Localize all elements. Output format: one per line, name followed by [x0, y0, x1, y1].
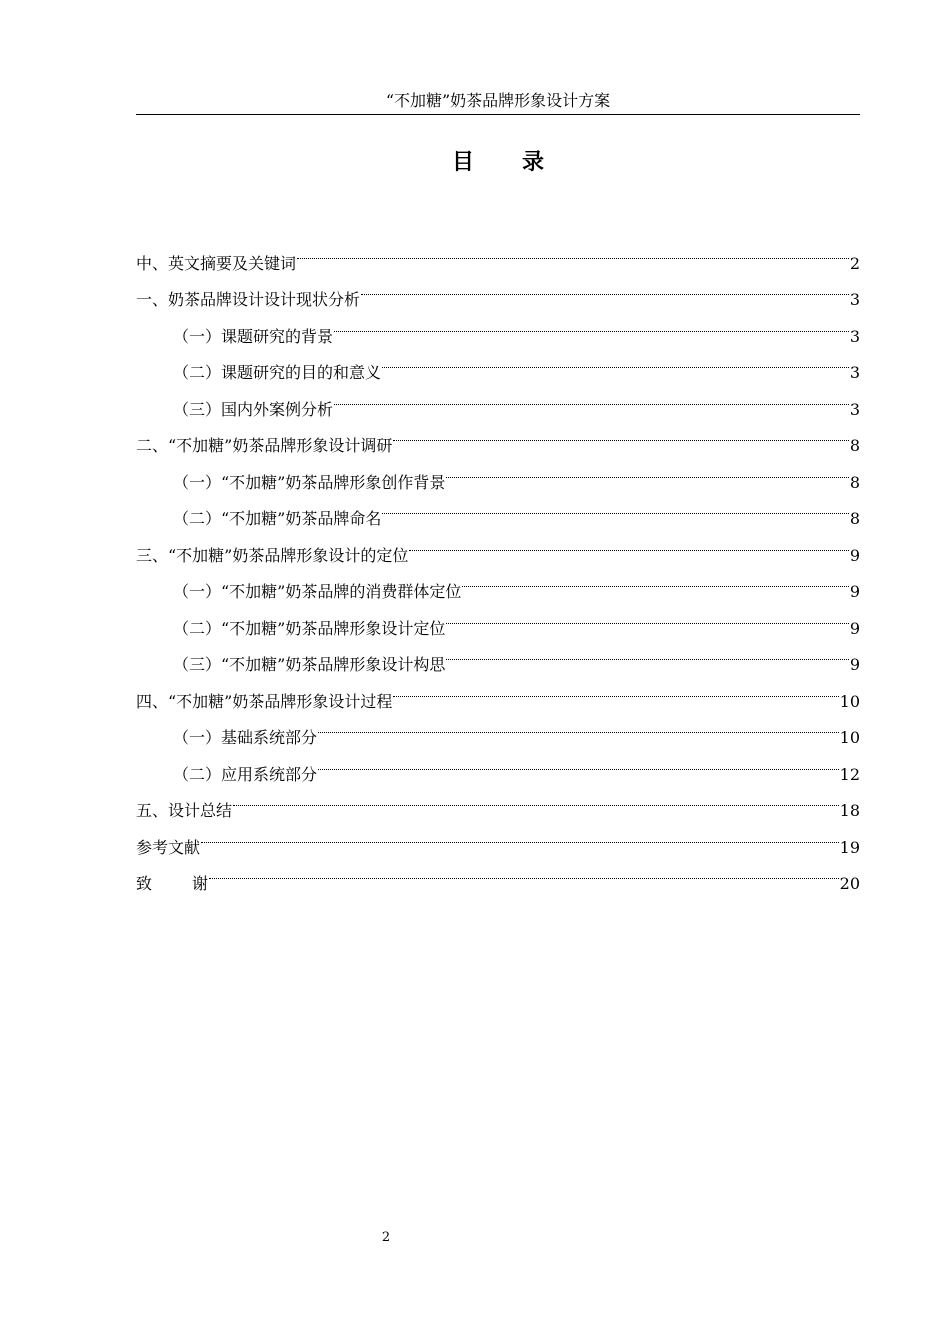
toc-entry-page: 9 [849, 545, 860, 565]
toc-leader [318, 707, 839, 744]
toc-entry-page: 19 [839, 837, 860, 857]
page-number: 2 [381, 1230, 391, 1245]
toc-leader [361, 269, 849, 306]
toc-entry[interactable] [136, 816, 860, 857]
toc-entry-page: 8 [849, 472, 860, 492]
toc-leader [233, 780, 839, 817]
toc-entry-label: 三、“不加糖”奶茶品牌形象设计的定位 [136, 545, 409, 565]
toc-entry-page: 10 [839, 728, 860, 747]
toc-entry-label: 一、奶茶品牌设计设计现状分析 [136, 290, 361, 309]
toc-entry-label: 中、英文摘要及关键词 [136, 253, 297, 273]
toc-title-part-1: 目 [451, 150, 474, 175]
toc-entry[interactable] [136, 780, 860, 820]
toc-entry-page: 18 [839, 801, 860, 820]
toc-entry-label: （三）国内外案例分析 [173, 399, 334, 419]
toc-leader [334, 305, 849, 342]
toc-leader [334, 378, 849, 415]
toc-entry-page: 3 [849, 290, 860, 309]
toc-entry-page: 3 [849, 399, 860, 419]
toc-leader [393, 415, 848, 452]
toc-entry-label: （二）课题研究的目的和意义 [173, 363, 382, 382]
toc-leader [446, 634, 848, 671]
running-header: “不加糖”奶茶品牌形象设计方案 [385, 91, 611, 110]
toc-entry-page: 3 [849, 326, 860, 346]
toc-leader [446, 451, 848, 488]
toc-leader [393, 670, 838, 707]
ack-label-part-2: 谢 [192, 874, 209, 893]
toc-list [136, 232, 860, 893]
toc-entry-page: 10 [839, 691, 860, 711]
header-rule [136, 114, 860, 115]
toc-entry-label: 四、“不加糖”奶茶品牌形象设计过程 [136, 691, 393, 711]
toc-entry-page: 9 [849, 618, 860, 638]
toc-leader [297, 232, 849, 269]
toc-leader [209, 853, 839, 890]
toc-leader [382, 488, 848, 525]
toc-entry-label: （一）课题研究的背景 [173, 326, 334, 346]
toc-entry-label: 五、设计总结 [136, 801, 233, 820]
toc-entry-page: 9 [849, 582, 860, 601]
toc-entry-label: （二）“不加糖”奶茶品牌形象设计定位 [173, 618, 446, 638]
ack-label-part-1: 致 [136, 874, 153, 893]
toc-entry-page: 20 [839, 874, 860, 893]
toc-entry-label: （一）“不加糖”奶茶品牌的消费群体定位 [173, 582, 462, 601]
toc-leader [409, 524, 848, 561]
toc-leader [462, 561, 848, 598]
toc-entry-label: （一）“不加糖”奶茶品牌形象创作背景 [173, 472, 446, 492]
toc-leader [382, 342, 849, 379]
toc-entry-label: （一）基础系统部分 [173, 728, 318, 747]
toc-entry-acknowledgement[interactable] [136, 853, 860, 893]
toc-title [136, 148, 860, 178]
toc-entry-label: （二）“不加糖”奶茶品牌命名 [173, 509, 382, 528]
toc-entry-page: 3 [849, 363, 860, 382]
toc-entry-label: （二）应用系统部分 [173, 764, 318, 784]
toc-entry-label [136, 866, 208, 903]
toc-entry-label: 参考文献 [136, 837, 201, 857]
toc-entry[interactable] [136, 232, 860, 273]
toc-entry-page: 12 [839, 764, 860, 784]
toc-entry-page: 2 [849, 253, 860, 273]
toc-entry-label: 二、“不加糖”奶茶品牌形象设计调研 [136, 436, 393, 455]
toc-title-part-2: 录 [522, 150, 545, 175]
toc-entry-page: 9 [849, 655, 860, 674]
toc-entry-page: 8 [849, 436, 860, 455]
toc-entry-label: （三）“不加糖”奶茶品牌形象设计构思 [173, 655, 446, 674]
toc-leader [446, 597, 848, 634]
toc-entry-page: 8 [849, 509, 860, 528]
toc-leader [201, 816, 839, 853]
toc-leader [318, 743, 839, 780]
